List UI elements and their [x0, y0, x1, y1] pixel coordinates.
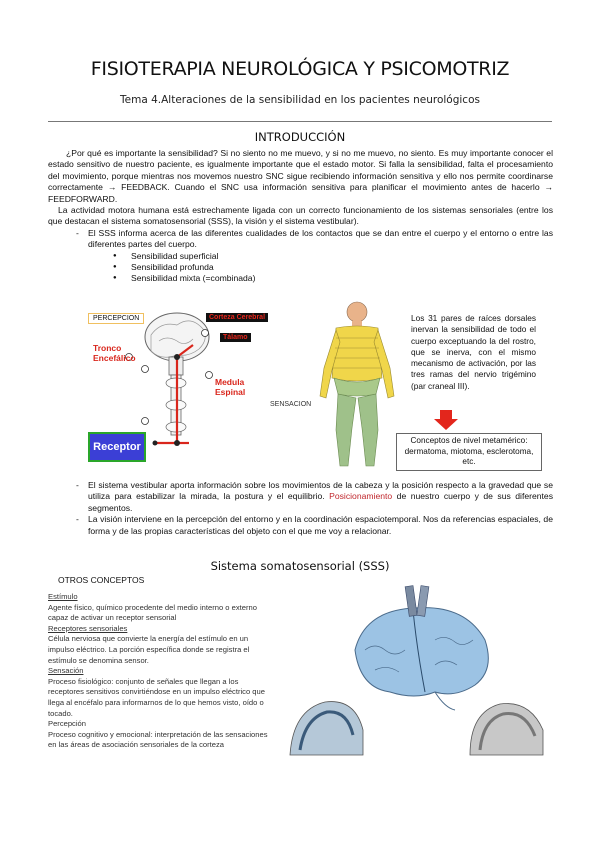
otros-conceptos-heading: OTROS CONCEPTOS	[58, 575, 145, 585]
sensibility-types-list	[48, 251, 553, 285]
estimulo-title: Estímulo	[48, 592, 78, 601]
concepts-list	[48, 592, 276, 751]
vestibular-text-end: de nuestro cuerpo y de sus diferentes segmentos.	[88, 491, 554, 513]
talamo-label: Tálamo	[220, 333, 251, 342]
brain-illustrations	[285, 580, 550, 760]
systems-list	[48, 480, 553, 537]
percepcion-label: PERCEPCION	[88, 313, 144, 324]
dermatome-figure	[312, 298, 402, 473]
page-subtitle: Tema 4.Alteraciones de la sensibilidad en los pacientes neurológicos	[120, 94, 480, 106]
title-divider	[48, 121, 552, 122]
posicionamiento-highlight: Posicionamiento	[329, 491, 393, 502]
sss-list-item: - El SSS informa acerca de las diferentes cualidades de los contactos que se dan entre el cuerpo y el entorno o entre las diferentes partes del cuerpo.	[48, 228, 553, 251]
medula-label: Medula Espinal	[215, 377, 246, 397]
raices-text: Los 31 pares de raíces dorsales inervan la sensibilidad de todo el cuerpo exceptuando la del rostro, que se inerva, con el mismo mecanismo de activación, por las tres ramas del nervio trigémino (par craneal III).	[411, 313, 536, 391]
percepcion-desc: Proceso cognitivo y emocional: interpretación de las sensaciones en las áreas de asociación sensoriales de la corteza	[48, 729, 268, 750]
down-arrow-icon	[434, 410, 458, 435]
vestibular-item	[48, 480, 553, 514]
intro-body	[48, 148, 553, 285]
sensacion-desc: Proceso fisiológico: conjunto de señales que llegan a los receptores sensitivos convirtiéndose en un impulso eléctrico que llega al encéfalo para informarnos de lo que hemos visto, oído o tocado.	[48, 676, 265, 718]
dermatome-body-illustration	[312, 298, 402, 473]
receptores-desc: Célula nerviosa que convierte la energía del estímulo en un impulso eléctrico. La porción específica donde se registra el estímulo se denomina sensor.	[48, 634, 250, 665]
tronco-label: Tronco Encefálico	[93, 343, 136, 363]
sensibility-type: ● Sensibilidad mixta (=combinada)	[48, 273, 553, 284]
receptores-title: Receptores sensoriales	[48, 623, 128, 633]
estimulo-desc: Agente físico, químico procedente del medio interno o externo capaz de activar un receptor sensorial	[48, 602, 257, 623]
after-figure-body	[48, 480, 553, 537]
intro-heading: INTRODUCCIÓN	[254, 130, 346, 144]
percepcion-title: Percepción	[48, 719, 86, 729]
intro-paragraph-2: La actividad motora humana está estrechamente ligada con un correcto funcionamiento de los sistemas sensoriales (entre los que destacan el sistema somatosensorial (SSS), la visión y el sistema vestibular).	[48, 205, 553, 227]
sensacion-label: SENSACION	[270, 401, 312, 408]
vestibular-text: El sistema vestibular aporta información sobre los movimientos de la cabeza y la posición respecto a la gravedad que se utiliza para estabilizar la mirada, la postura y el equilibrio.	[88, 480, 553, 502]
somatosensory-cortex-illustration	[285, 580, 550, 760]
vision-item: - La visión interviene en la percepción del entorno y en la coordinación espaciotemporal. Nos da referencias espaciales, de forma y de las propias características del objeto con el que me voy a relacionar.	[48, 514, 553, 537]
page-title: FISIOTERAPIA NEUROLÓGICA Y PSICOMOTRIZ	[90, 58, 510, 80]
sensacion-title: Sensación	[48, 666, 84, 676]
receptor-box: Receptor	[88, 432, 146, 462]
sensibility-type: ● Sensibilidad superficial	[48, 251, 553, 262]
sss-list	[48, 228, 553, 251]
conceptos-box: Conceptos de nivel metamérico: dermatoma, miotoma, esclerotoma, etc.	[396, 433, 542, 471]
intro-paragraph-1: ¿Por qué es importante la sensibilidad? Si no siento no me muevo, y si no me muevo, no siento. Es muy importante conocer el estado sensitivo de nuestro paciente, es igualmente importante que el estado motor. Si falla la sensibilidad, falta el procesamiento del movimiento, porque mientras nos movemos nuestro SNC sigue recibiendo información sensitiva y ello nos permite coordinarse correctamente → FEEDBACK. Cuando el SNC usa información sensitiva para planificar el movimiento antes de hacerlo → FEEDFORWARD.	[48, 148, 553, 204]
sss-heading: Sistema somatosensorial (SSS)	[210, 559, 390, 573]
corteza-label: Corteza Cerebral	[206, 313, 268, 322]
sensibility-type: ● Sensibilidad profunda	[48, 262, 553, 273]
